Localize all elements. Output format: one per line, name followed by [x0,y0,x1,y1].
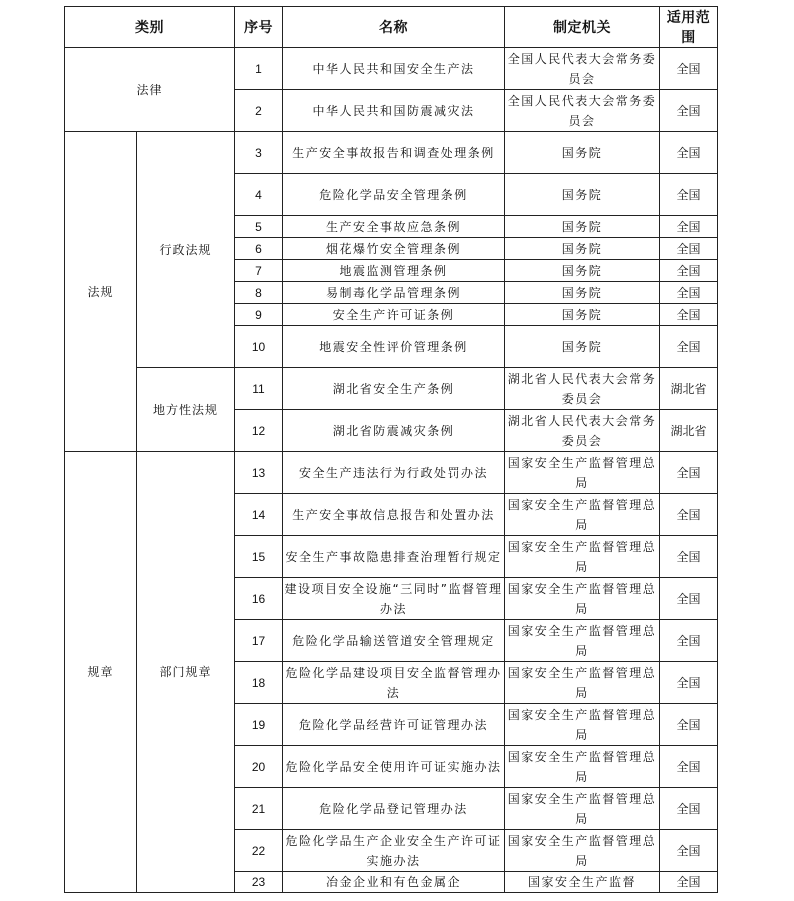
cell-authority: 国务院 [505,304,660,326]
cell-authority: 国务院 [505,260,660,282]
cell-scope: 全国 [660,452,718,494]
cell-name: 地震安全性评价管理条例 [283,326,505,368]
cell-seq: 21 [235,788,283,830]
cell-name: 危险化学品生产企业安全生产许可证实施办法 [283,830,505,872]
cell-authority: 国家安全生产监督管理总局 [505,830,660,872]
cell-seq: 18 [235,662,283,704]
regulations-table [64,6,718,893]
cell-name: 易制毒化学品管理条例 [283,282,505,304]
cell-seq: 13 [235,452,283,494]
cell-authority: 国家安全生产监督 [505,872,660,893]
cell-authority: 国务院 [505,132,660,174]
cell-scope: 全国 [660,536,718,578]
cell-authority: 国家安全生产监督管理总局 [505,704,660,746]
cell-authority: 国家安全生产监督管理总局 [505,746,660,788]
cell-name: 安全生产许可证条例 [283,304,505,326]
cell-seq: 19 [235,704,283,746]
cell-authority: 国务院 [505,216,660,238]
cell-scope: 全国 [660,620,718,662]
cell-authority: 全国人民代表大会常务委员会 [505,90,660,132]
cell-name: 生产安全事故应急条例 [283,216,505,238]
cell-seq: 1 [235,48,283,90]
cell-seq: 2 [235,90,283,132]
cell-name: 安全生产违法行为行政处罚办法 [283,452,505,494]
cell-scope: 全国 [660,90,718,132]
cell-scope: 全国 [660,174,718,216]
cell-seq: 15 [235,536,283,578]
cell-authority: 湖北省人民代表大会常务委员会 [505,368,660,410]
cell-name: 生产安全事故报告和调查处理条例 [283,132,505,174]
table-row [65,48,718,90]
cell-seq: 17 [235,620,283,662]
cell-name: 危险化学品建设项目安全监督管理办法 [283,662,505,704]
cell-name: 中华人民共和国防震减灾法 [283,90,505,132]
cell-authority: 国务院 [505,326,660,368]
cell-authority: 国务院 [505,174,660,216]
cell-seq: 10 [235,326,283,368]
cell-seq: 7 [235,260,283,282]
table-header-row [65,7,718,48]
cell-authority: 国务院 [505,282,660,304]
subcategory-dept-rule: 部门规章 [137,452,235,893]
cell-seq: 5 [235,216,283,238]
header-name: 名称 [283,7,505,48]
cell-seq: 14 [235,494,283,536]
subcategory-admin-regulation: 行政法规 [137,132,235,368]
cell-authority: 国家安全生产监督管理总局 [505,662,660,704]
cell-seq: 23 [235,872,283,893]
cell-authority: 国务院 [505,238,660,260]
cell-seq: 20 [235,746,283,788]
cell-scope: 湖北省 [660,410,718,452]
cell-authority: 国家安全生产监督管理总局 [505,788,660,830]
cell-scope: 全国 [660,830,718,872]
table-row [65,132,718,174]
cell-name: 危险化学品安全管理条例 [283,174,505,216]
cell-seq: 6 [235,238,283,260]
subcategory-local-regulation: 地方性法规 [137,368,235,452]
cell-authority: 国家安全生产监督管理总局 [505,494,660,536]
cell-name: 危险化学品经营许可证管理办法 [283,704,505,746]
cell-name: 生产安全事故信息报告和处置办法 [283,494,505,536]
cell-authority: 国家安全生产监督管理总局 [505,578,660,620]
cell-scope: 全国 [660,282,718,304]
cell-scope: 全国 [660,326,718,368]
cell-name: 湖北省安全生产条例 [283,368,505,410]
header-seq: 序号 [235,7,283,48]
cell-authority: 国家安全生产监督管理总局 [505,536,660,578]
cell-seq: 12 [235,410,283,452]
cell-scope: 全国 [660,494,718,536]
cell-name: 冶金企业和有色金属企 [283,872,505,893]
cell-scope: 全国 [660,578,718,620]
cell-name: 危险化学品输送管道安全管理规定 [283,620,505,662]
cell-scope: 全国 [660,746,718,788]
table-row [65,368,718,410]
cell-authority: 湖北省人民代表大会常务委员会 [505,410,660,452]
cell-name: 安全生产事故隐患排查治理暂行规定 [283,536,505,578]
cell-scope: 全国 [660,788,718,830]
cell-seq: 22 [235,830,283,872]
header-category: 类别 [65,7,235,48]
category-law: 法律 [65,48,235,132]
cell-scope: 全国 [660,216,718,238]
cell-name: 危险化学品安全使用许可证实施办法 [283,746,505,788]
cell-scope: 湖北省 [660,368,718,410]
cell-authority: 国家安全生产监督管理总局 [505,452,660,494]
cell-name: 地震监测管理条例 [283,260,505,282]
table-row [65,452,718,494]
category-regulation: 法规 [65,132,137,452]
cell-seq: 8 [235,282,283,304]
cell-seq: 4 [235,174,283,216]
cell-scope: 全国 [660,704,718,746]
cell-seq: 11 [235,368,283,410]
category-rule: 规章 [65,452,137,893]
cell-authority: 国家安全生产监督管理总局 [505,620,660,662]
cell-scope: 全国 [660,48,718,90]
cell-authority: 全国人民代表大会常务委员会 [505,48,660,90]
cell-scope: 全国 [660,132,718,174]
cell-name: 建设项目安全设施“三同时”监督管理办法 [283,578,505,620]
cell-seq: 16 [235,578,283,620]
cell-scope: 全国 [660,872,718,893]
header-authority: 制定机关 [505,7,660,48]
cell-scope: 全国 [660,662,718,704]
cell-name: 烟花爆竹安全管理条例 [283,238,505,260]
header-scope: 适用范围 [660,7,718,48]
cell-scope: 全国 [660,238,718,260]
cell-name: 中华人民共和国安全生产法 [283,48,505,90]
cell-scope: 全国 [660,260,718,282]
cell-name: 湖北省防震减灾条例 [283,410,505,452]
cell-seq: 3 [235,132,283,174]
cell-seq: 9 [235,304,283,326]
cell-scope: 全国 [660,304,718,326]
cell-name: 危险化学品登记管理办法 [283,788,505,830]
